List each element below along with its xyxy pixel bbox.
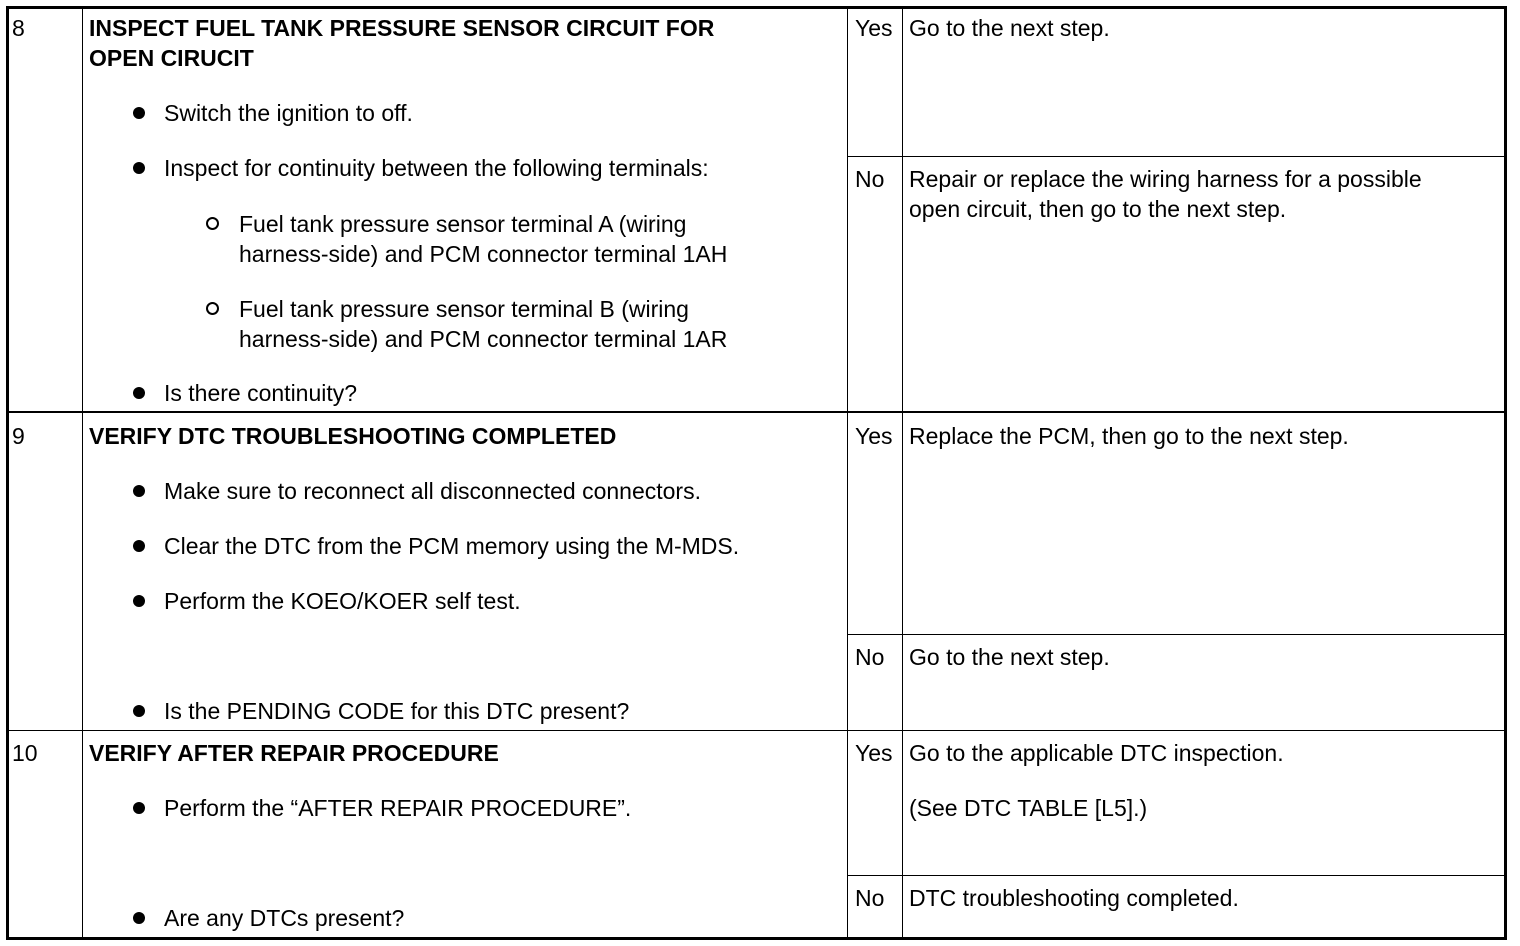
step-title: VERIFY DTC TROUBLESHOOTING COMPLETED [89,423,617,449]
bullet-icon [133,595,145,607]
bullet-icon [133,387,145,399]
step-sub-bullet: Fuel tank pressure sensor terminal B (wiring [239,296,689,322]
result-no-action: open circuit, then go to the next step. [909,196,1287,222]
result-yes-action: Go to the next step. [909,15,1110,41]
result-no-action: DTC troubleshooting completed. [909,885,1239,911]
bullet-icon [133,107,145,119]
bullet-icon [133,705,145,717]
step-bullet: Make sure to reconnect all disconnected connectors. [164,478,701,504]
step-number: 10 [12,740,38,766]
bullet-icon [133,162,145,174]
sub-bullet-icon [206,217,219,230]
result-no-label: No [855,166,885,192]
step-bullet: Is the PENDING CODE for this DTC present? [164,698,630,724]
result-divider-10 [848,875,1505,876]
result-yes-label: Yes [855,740,893,766]
bullet-icon [133,485,145,497]
step-title: OPEN CIRUCIT [89,45,254,71]
step-bullet: Switch the ignition to off. [164,100,413,126]
result-yes-action: Go to the applicable DTC inspection. [909,740,1284,766]
step-bullet: Perform the “AFTER REPAIR PROCEDURE”. [164,795,632,821]
result-yes-label: Yes [855,423,893,449]
step-number: 8 [12,15,25,41]
row-divider-8-9 [8,411,1505,413]
bullet-icon [133,912,145,924]
result-divider-8 [848,156,1505,157]
result-divider-9 [848,634,1505,635]
bullet-icon [133,540,145,552]
step-bullet: Are any DTCs present? [164,905,405,931]
step-bullet: Perform the KOEO/KOER self test. [164,588,521,614]
bullet-icon [133,802,145,814]
column-divider-number [82,8,83,938]
result-no-action: Repair or replace the wiring harness for a possible [909,166,1422,192]
result-yes-action: Replace the PCM, then go to the next step. [909,423,1349,449]
result-yes-label: Yes [855,15,893,41]
row-divider-9-10 [8,730,1505,731]
result-no-action: Go to the next step. [909,644,1110,670]
result-yes-action: (See DTC TABLE [L5].) [909,795,1148,821]
step-number: 9 [12,423,25,449]
column-divider-result [902,8,903,938]
sub-bullet-icon [206,302,219,315]
step-sub-bullet: harness-side) and PCM connector terminal 1AH [239,241,728,267]
step-bullet: Is there continuity? [164,380,358,406]
step-sub-bullet: harness-side) and PCM connector terminal 1AR [239,326,728,352]
step-bullet: Clear the DTC from the PCM memory using the M-MDS. [164,533,740,559]
result-no-label: No [855,885,885,911]
column-divider-inspection [847,8,848,938]
step-bullet: Inspect for continuity between the following terminals: [164,155,709,181]
step-title: VERIFY AFTER REPAIR PROCEDURE [89,740,499,766]
step-title: INSPECT FUEL TANK PRESSURE SENSOR CIRCUIT FOR [89,15,715,41]
step-sub-bullet: Fuel tank pressure sensor terminal A (wiring [239,211,687,237]
result-no-label: No [855,644,885,670]
